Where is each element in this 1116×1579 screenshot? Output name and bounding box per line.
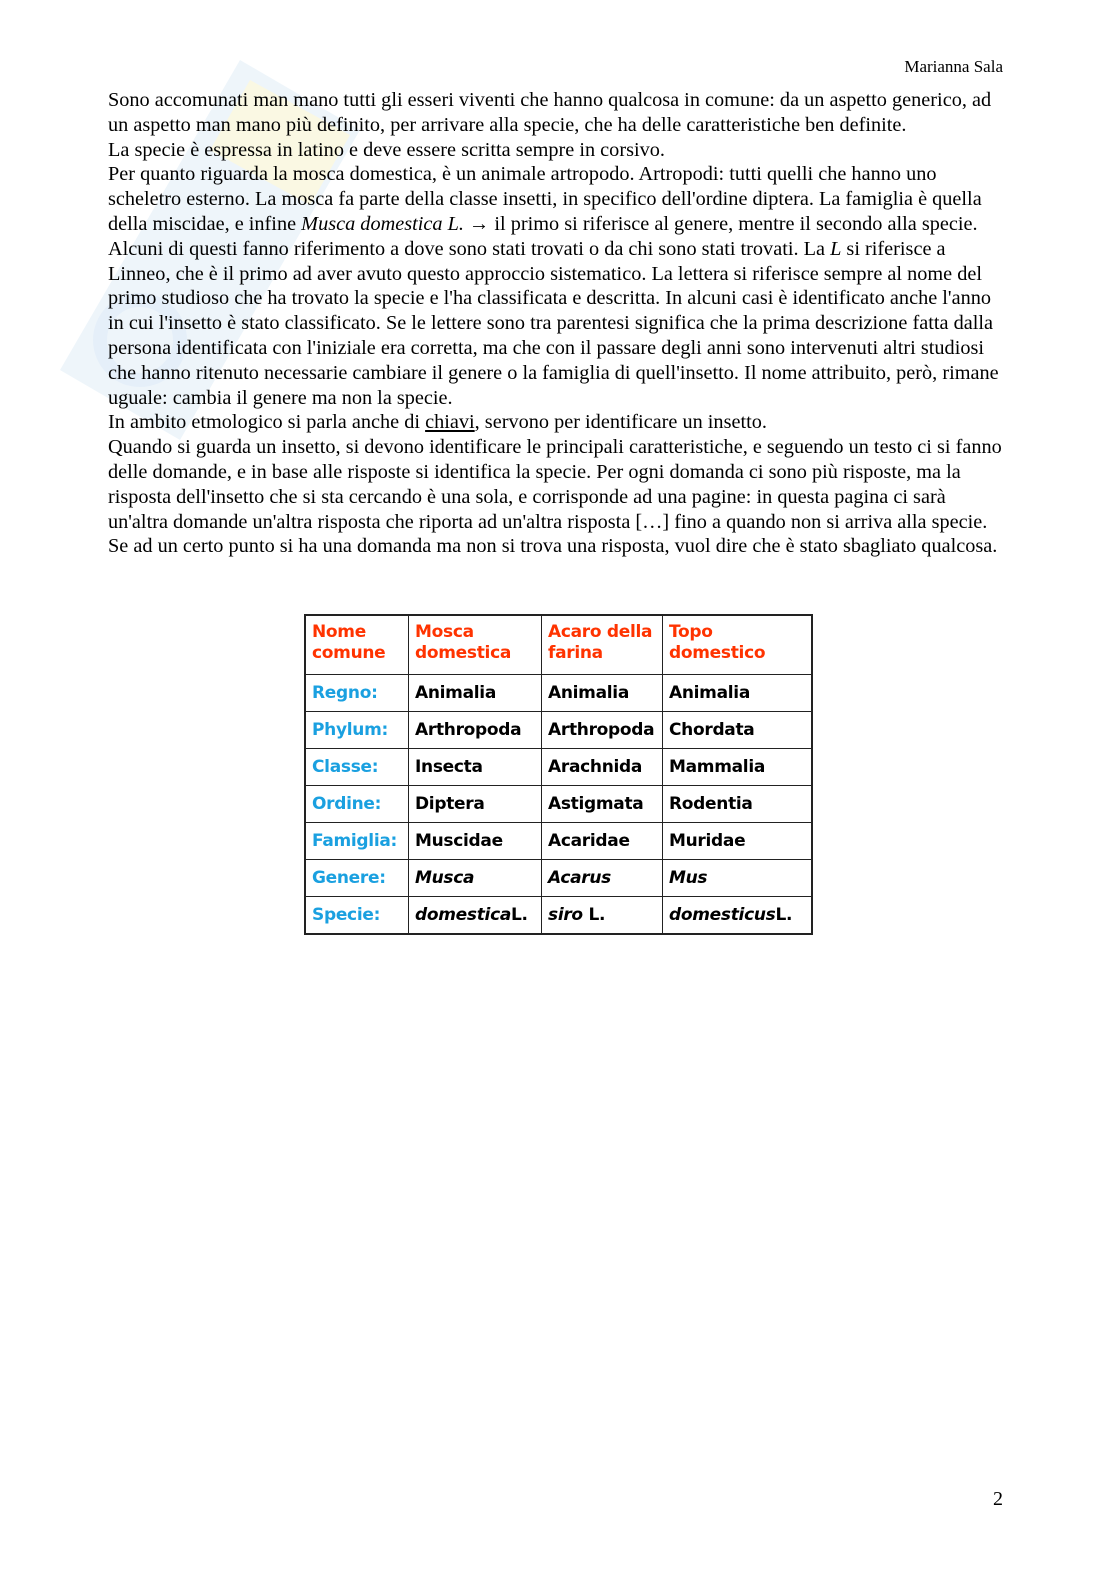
- species-name-italic: Musca domestica L.: [301, 212, 464, 235]
- species-author: L.: [588, 905, 606, 925]
- table-cell: Diptera: [409, 786, 542, 823]
- species-epithet: siro: [548, 905, 583, 925]
- taxonomy-table: [304, 614, 813, 935]
- row-label: Genere:: [305, 860, 409, 897]
- table-header-row: [305, 615, 812, 675]
- table-cell: Mammalia: [663, 749, 813, 786]
- species-epithet: domestica: [415, 905, 512, 925]
- table-cell: Arachnida: [542, 749, 663, 786]
- table-cell: [542, 897, 663, 935]
- header-cell: Topo domestico: [663, 615, 813, 675]
- text-segment: , servono per identificare un insetto.: [474, 411, 767, 434]
- row-label: Ordine:: [305, 786, 409, 823]
- table-cell: Animalia: [663, 675, 813, 712]
- species-author: L.: [511, 905, 528, 925]
- table-cell: [409, 897, 542, 935]
- row-label: Famiglia:: [305, 823, 409, 860]
- table-cell: Astigmata: [542, 786, 663, 823]
- row-label: Phylum:: [305, 712, 409, 749]
- header-cell: Nome comune: [305, 615, 409, 675]
- table-row: [305, 786, 812, 823]
- header-cell: Mosca domestica: [409, 615, 542, 675]
- table-row: [305, 860, 812, 897]
- table-row: [305, 712, 812, 749]
- text-segment: → il primo si riferisce al genere, mentre il secondo alla specie. Alcuni di questi fanno riferimento a dove sono stati trovati o da chi sono stati trovati. La: [108, 212, 978, 260]
- text-segment: Per quanto riguarda la mosca domestica, è un animale artropodo. Artropodi: tutti quelli che hanno uno scheletro esterno. La mosca fa parte della classe insetti, in specifico dell'ordine diptera. La famiglia è quella della miscidae, e infine: [108, 163, 982, 235]
- table-cell: Rodentia: [663, 786, 813, 823]
- paragraph-housefly: [108, 162, 1008, 410]
- paragraph-species-latin: La specie è espressa in latino e deve essere scritta sempre in corsivo.: [108, 138, 665, 161]
- row-label: Specie:: [305, 897, 409, 935]
- text-segment: In ambito etmologico si parla anche di: [108, 411, 426, 434]
- table-cell: Muridae: [663, 823, 813, 860]
- paragraph-classification: Sono accomunati man mano tutti gli esseri viventi che hanno qualcosa in comune: da un aspetto generico, ad un aspetto man mano più definito, per arrivare alla specie, che ha delle caratteristiche ben definite.: [108, 89, 992, 136]
- keys-link[interactable]: chiavi: [425, 411, 475, 434]
- table-cell: Arthropoda: [542, 712, 663, 749]
- table-cell: Animalia: [542, 675, 663, 712]
- linneo-letter-italic: L: [830, 237, 842, 260]
- table-cell: [663, 897, 813, 935]
- table-cell: Insecta: [409, 749, 542, 786]
- table-row: [305, 823, 812, 860]
- table-cell: Musca: [409, 860, 542, 897]
- species-author: L.: [775, 905, 793, 925]
- paragraph-keys: [108, 410, 1008, 435]
- text-segment: si riferisce a Linneo, che è il primo ad aver avuto questo approccio sistematico. La lettera si riferisce sempre al nome del primo studioso che ha trovato la specie e l'ha classificata e descritta. In alcuni casi è identificato anche l'anno in cui l'insetto è stato classificato. Se le lettere sono tra parentesi significa che la prima descrizione fatta dalla persona identificata con l'iniziale era corretta, ma che con il passare degli anni sono intervenuti altri studiosi che hanno ritenuto necessarie cambiare il genere o la famiglia di quell'insetto. Il nome attribuito, però, rimane uguale: cambia il genere ma non la specie.: [108, 237, 999, 409]
- table-row: [305, 749, 812, 786]
- table-cell: Muscidae: [409, 823, 542, 860]
- paragraph-identification: Quando si guarda un insetto, si devono identificare le principali caratteristiche, e seguendo un testo ci si fanno delle domande, e in base alle risposte si identifica la specie. Per ogni domanda ci sono più risposte, ma la risposta dell'insetto che si sta cercando è una sola, e corrisponde ad una pagine: in questa pagina ci sarà un'altra domande un'altra risposta che riporta ad un'altra risposta […] fino a quando non si arriva alla specie. Se ad un certo punto si ha una domanda ma non si trova una risposta, vuol dire che è stato sbagliato qualcosa.: [108, 436, 1002, 558]
- header-cell: Acaro della farina: [542, 615, 663, 675]
- page-number: 2: [993, 1488, 1003, 1510]
- table-cell: Mus: [663, 860, 813, 897]
- author-name: Marianna Sala: [904, 57, 1003, 76]
- table-cell: Acarus: [542, 860, 663, 897]
- body-text: [108, 88, 1008, 559]
- table-cell: Arthropoda: [409, 712, 542, 749]
- row-label: Regno:: [305, 675, 409, 712]
- table-row: [305, 897, 812, 935]
- table-cell: Acaridae: [542, 823, 663, 860]
- row-label: Classe:: [305, 749, 409, 786]
- species-epithet: domesticus: [669, 905, 776, 925]
- table-cell: Chordata: [663, 712, 813, 749]
- table-row: [305, 675, 812, 712]
- table-cell: Animalia: [409, 675, 542, 712]
